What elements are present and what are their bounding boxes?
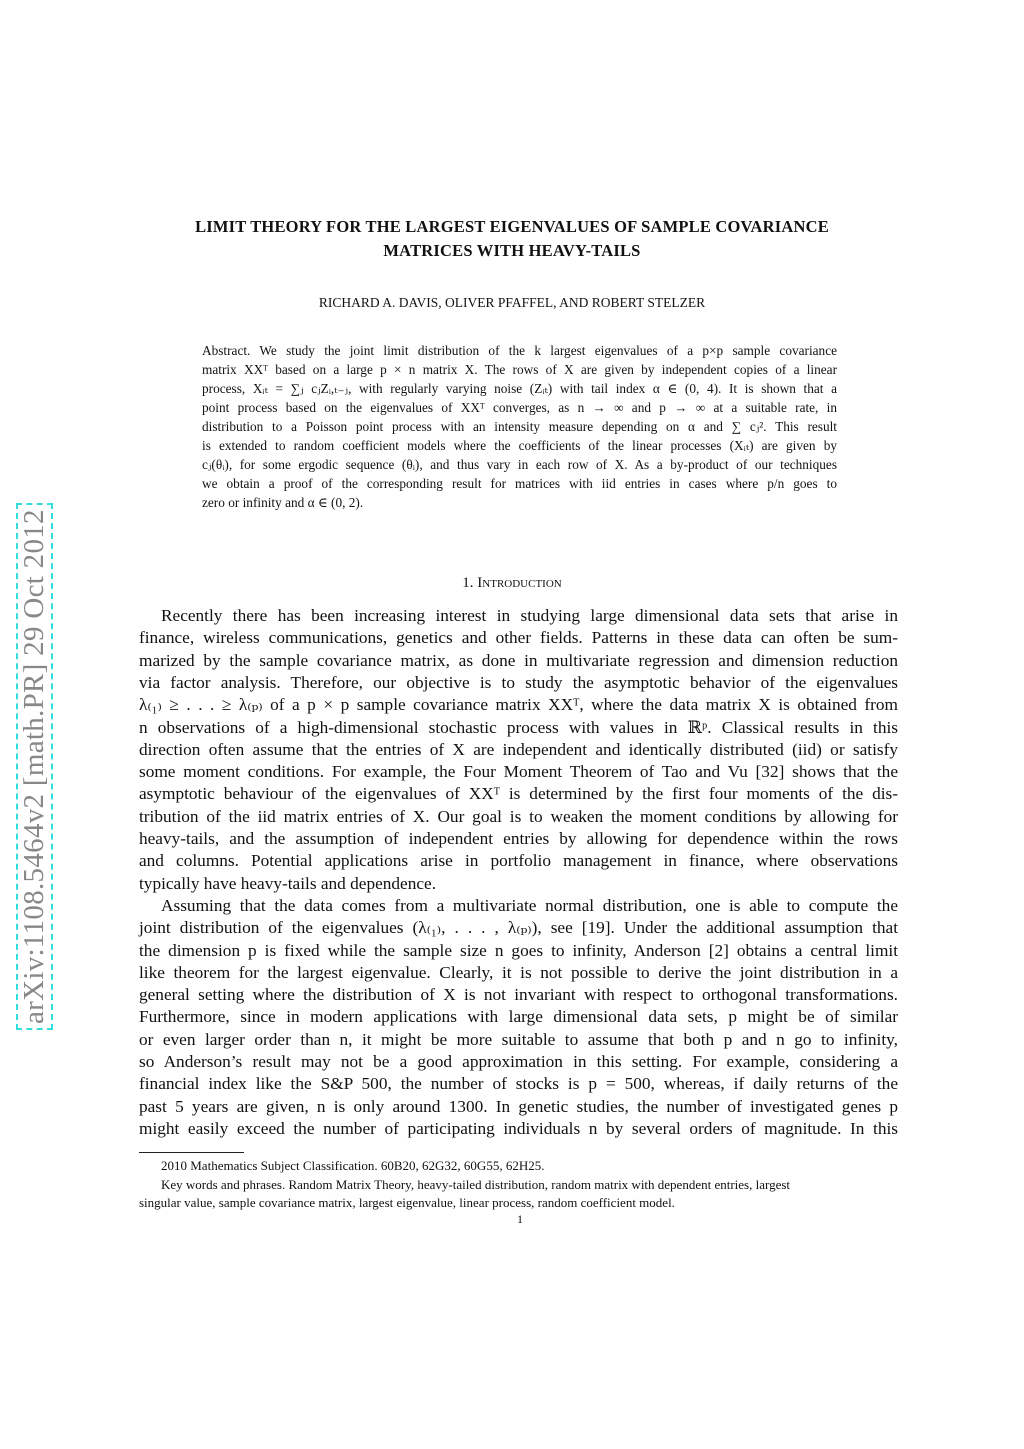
body-line: the dimension p is fixed while the sample size n goes to infinity, Anderson [2] obtains a central limit bbox=[139, 940, 898, 960]
body-line: past 5 years are given, n is only around 1300. In genetic studies, the number of investigated genes p bbox=[139, 1096, 898, 1116]
body-line: Recently there has been increasing interest in studying large dimensional data sets that arise in bbox=[161, 606, 898, 625]
abstract-line: is extended to random coefficient models where the coefficients of the linear processes (Xᵢₜ) are given by bbox=[202, 438, 837, 453]
abstract-line: zero or infinity and α ∈ (0, 2). bbox=[202, 495, 364, 510]
body-line: marized by the sample covariance matrix, as done in multivariate regression and dimension reduction bbox=[139, 650, 898, 670]
footnote-msc: 2010 Mathematics Subject Classification. 60B20, 62G32, 60G55, 62H25. bbox=[161, 1158, 545, 1173]
body-line: typically have heavy-tails and dependence. bbox=[139, 873, 437, 893]
body-line: asymptotic behaviour of the eigenvalues of XXᵀ is determined by the first four moments of the dis- bbox=[139, 784, 898, 804]
body-line: like theorem for the largest eigenvalue. Clearly, it is not possible to derive the joint distribution in a bbox=[139, 962, 898, 982]
footnote-rule bbox=[139, 1152, 244, 1153]
body-line: financial index like the S&P 500, the number of stocks is p = 500, whereas, if daily returns of the bbox=[139, 1074, 898, 1094]
paper-title-line-1: LIMIT THEORY FOR THE LARGEST EIGENVALUES OF SAMPLE COVARIANCE bbox=[195, 217, 829, 236]
body-line: n observations of a high-dimensional stochastic process with values in ℝᵖ. Classical results in this bbox=[139, 717, 898, 737]
body-line: or even larger order than n, it might be more suitable to assume that both p and n go to infinity, bbox=[139, 1029, 898, 1049]
body-line: finance, wireless communications, genetics and other fields. Patterns in these data can often be sum- bbox=[139, 628, 898, 648]
abstract-line: point process based on the eigenvalues of XXᵀ converges, as n → ∞ and p → ∞ at a suitable rate, in bbox=[202, 400, 837, 415]
body-line: Furthermore, since in modern applications with large dimensional data sets, p might be of similar bbox=[139, 1007, 898, 1027]
paper-title-line-2: MATRICES WITH HEAVY-TAILS bbox=[383, 241, 641, 260]
body-line: some moment conditions. For example, the Four Moment Theorem of Tao and Vu [32] shows that the bbox=[139, 762, 898, 782]
abstract-line: we obtain a proof of the corresponding result for matrices with iid entries in cases where p/n goes to bbox=[202, 476, 837, 491]
body-line: tribution of the iid matrix entries of X. Our goal is to weaken the moment conditions by allowing for bbox=[139, 806, 898, 826]
body-line: so Anderson’s result may not be a good approximation in this setting. For example, considering a bbox=[139, 1052, 898, 1071]
page-number: 1 bbox=[517, 1212, 523, 1226]
abstract-line: distribution to a Poisson point process with an intensity measure depending on α and ∑ cⱼ². This result bbox=[202, 419, 837, 434]
abstract-line: cⱼ(θᵢ), for some ergodic sequence (θᵢ), and thus vary in each row of X. As a by-product of our techniques bbox=[202, 457, 837, 472]
authors: RICHARD A. DAVIS, OLIVER PFAFFEL, AND ROBERT STELZER bbox=[318, 295, 706, 310]
section-heading: 1. Introduction bbox=[462, 575, 562, 591]
footnote-keywords: Key words and phrases. Random Matrix Theory, heavy-tailed distribution, random matrix with dependent entries, largest bbox=[161, 1177, 791, 1192]
body-line: joint distribution of the eigenvalues (λ₍₁₎, . . . , λ₍ₚ₎), see [19]. Under the additional assumption that bbox=[139, 918, 898, 938]
body-line: direction often assume that the entries of X are independent and identically distributed (iid) or satisfy bbox=[139, 739, 898, 759]
abstract-line: Abstract. We study the joint limit distribution of the k largest eigenvalues of a p×p sample covariance bbox=[202, 343, 837, 358]
abstract-line: process, Xᵢₜ = ∑ⱼ cⱼZᵢ,ₜ₋ⱼ, with regularly varying noise (Zᵢₜ) with tail index α ∈ (0, 4). It is shown that a bbox=[202, 381, 837, 396]
abstract-line: matrix XXᵀ based on a large p × n matrix X. The rows of X are given by independent copies of a linear bbox=[202, 362, 837, 377]
body-line: via factor analysis. Therefore, our objective is to study the asymptotic behavior of the eigenvalues bbox=[139, 672, 898, 692]
body-line: λ₍₁₎ ≥ . . . ≥ λ₍ₚ₎ of a p × p sample covariance matrix XXᵀ, where the data matrix X is obtained from bbox=[139, 695, 898, 715]
body-line: and columns. Potential applications arise in portfolio management in finance, where observations bbox=[139, 851, 898, 871]
body-line: might easily exceed the number of participating individuals n by several orders of magnitude. In this bbox=[139, 1118, 898, 1138]
footnote-keywords-cont: singular value, sample covariance matrix, largest eigenvalue, linear process, random coefficient model. bbox=[139, 1195, 675, 1210]
body-line: Assuming that the data comes from a multivariate normal distribution, one is able to compute the bbox=[161, 895, 898, 915]
body-line: general setting where the distribution of X is not invariant with respect to orthogonal transformations. bbox=[139, 985, 898, 1005]
arxiv-stamp[interactable]: arXiv:1108.5464v2 [math.PR] 29 Oct 2012 bbox=[16, 503, 53, 1030]
body-line: heavy-tails, and the assumption of independent entries by allowing for dependence within the rows bbox=[139, 829, 898, 848]
